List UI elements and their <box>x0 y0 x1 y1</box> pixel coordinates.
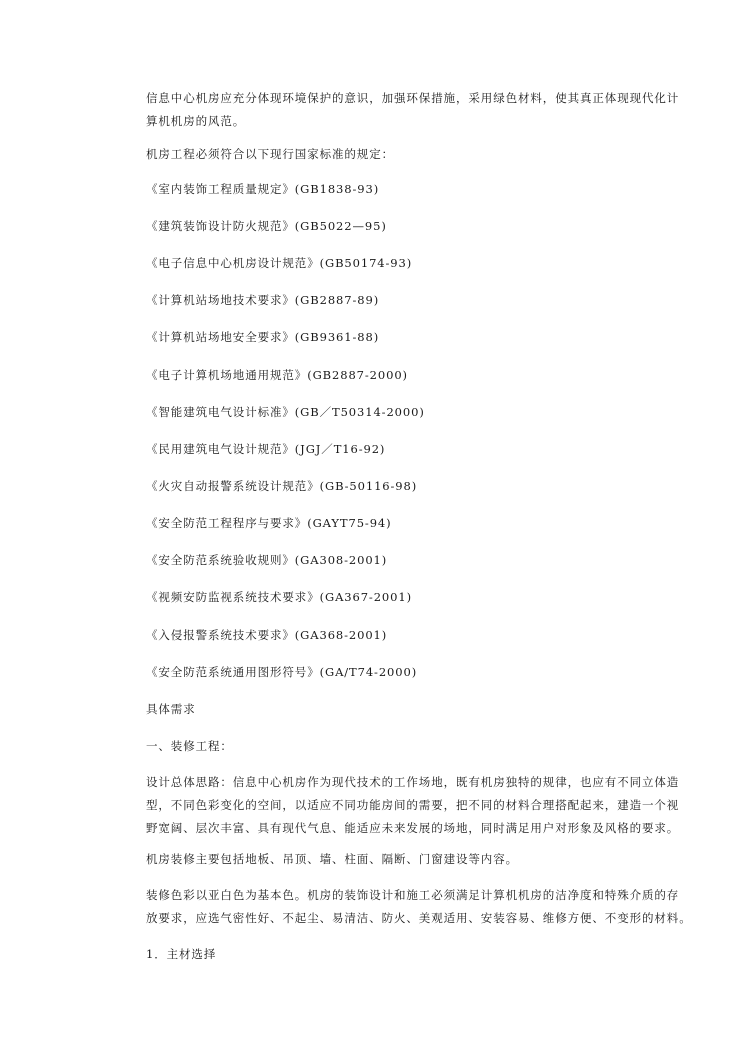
list-heading <box>146 943 636 966</box>
text-line: 《建筑装饰设计防火规范》(GB5022—95) <box>146 219 387 233</box>
text-line: 《计算机站场地技术要求》(GB2887-89) <box>146 293 380 307</box>
text-line: 《电子计算机场地通用规范》(GB2887-2000) <box>146 368 408 382</box>
text-line: 信息中心机房应充分体现环境保护的意识，加强环保措施，采用绿色材料，使其真正体现现代化计 <box>146 91 680 105</box>
standard-item <box>146 215 636 238</box>
text-line: 《智能建筑电气设计标准》(GB／T50314-2000) <box>146 405 425 419</box>
text-line: 装修色彩以亚白色为基本色。机房的装饰设计和施工必须满足计算机机房的洁净度和特殊介质的存 <box>146 888 680 902</box>
text-line: 具体需求 <box>146 702 196 716</box>
standard-item <box>146 438 636 461</box>
text-line: 《视频安防监视系统技术要求》(GA367-2001) <box>146 590 412 604</box>
text-line: 型，不同色彩变化的空间，以适应不同功能房间的需要，把不同的材料合理搭配起来，建造一个视 <box>146 798 680 812</box>
standard-item <box>146 178 636 201</box>
standard-item <box>146 586 636 609</box>
paragraph-scope <box>146 848 636 871</box>
paragraph-standards-intro <box>146 143 636 166</box>
paragraph-intro <box>146 87 680 133</box>
text-line: 1．主材选择 <box>146 947 217 961</box>
text-line: 设计总体思路：信息中心机房作为现代技术的工作场地，既有机房独特的规律，也应有不同立体造 <box>146 775 680 789</box>
text-line: 放要求，应选气密性好、不起尘、易清洁、防火、美观适用、安装容易、维修方便、不变形的材料。 <box>146 911 692 925</box>
standard-item <box>146 624 636 647</box>
text-line: 《入侵报警系统技术要求》(GA368-2001) <box>146 628 388 642</box>
text-line: 机房装修主要包括地板、吊顶、墙、柱面、隔断、门窗建设等内容。 <box>146 852 518 866</box>
text-line: 《民用建筑电气设计规范》(JGJ／T16-92) <box>146 442 386 456</box>
text-line: 《电子信息中心机房设计规范》(GB50174-93) <box>146 256 413 270</box>
standard-item <box>146 364 636 387</box>
text-line: 算机机房的风范。 <box>146 114 246 128</box>
text-line: 《计算机站场地安全要求》(GB9361-88) <box>146 330 380 344</box>
text-line: 一、装修工程： <box>146 739 233 753</box>
text-line: 《安全防范系统验收规则》(GA308-2001) <box>146 553 388 567</box>
paragraph-design-concept <box>146 771 680 840</box>
standard-item <box>146 549 636 572</box>
standard-item <box>146 326 636 349</box>
standard-item <box>146 475 636 498</box>
section-heading <box>146 698 636 721</box>
text-line: 野宽阔、层次丰富、具有现代气息、能适应未来发展的场地，同时满足用户对形象及风格的要求。 <box>146 821 680 835</box>
subsection-heading <box>146 735 636 758</box>
text-line: 《安全防范工程程序与要求》(GAYT75-94) <box>146 516 392 530</box>
standard-item <box>146 512 636 535</box>
text-line: 《安全防范系统通用图形符号》(GA/T74-2000) <box>146 665 418 679</box>
standard-item <box>146 401 636 424</box>
standard-item <box>146 289 636 312</box>
text-line: 机房工程必须符合以下现行国家标准的规定： <box>146 147 394 161</box>
standard-item <box>146 661 636 684</box>
text-line: 《火灾自动报警系统设计规范》(GB-50116-98) <box>146 479 418 493</box>
text-line: 《室内装饰工程质量规定》(GB1838-93) <box>146 182 380 196</box>
paragraph-color <box>146 884 692 930</box>
standard-item <box>146 252 636 275</box>
